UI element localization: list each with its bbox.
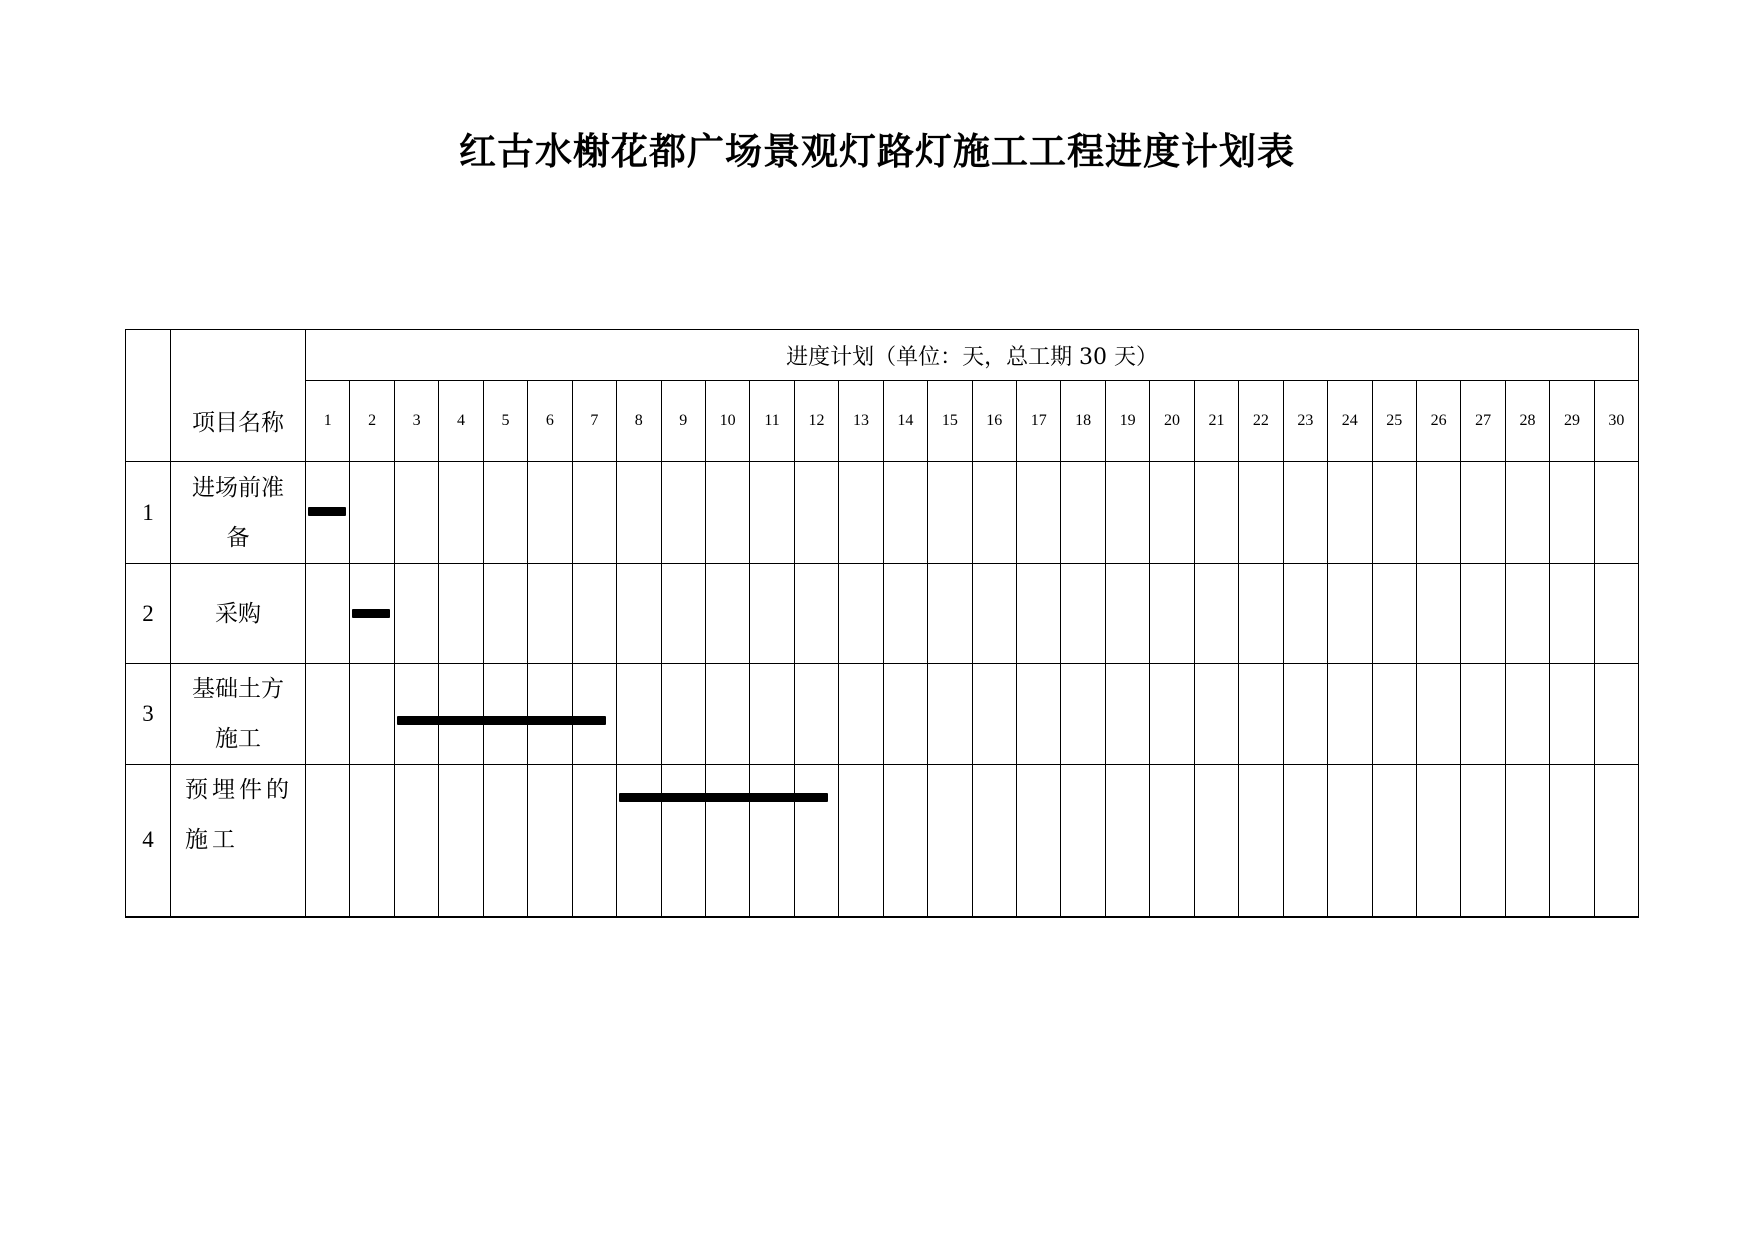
gantt-cell	[306, 564, 350, 664]
gantt-cell	[394, 564, 438, 664]
day-header-cell	[572, 381, 616, 462]
gantt-cell	[1150, 462, 1194, 564]
day-header-cell	[1328, 381, 1372, 462]
gantt-cell	[1105, 765, 1149, 917]
day-number: 18	[1075, 412, 1092, 429]
gantt-cell	[1061, 765, 1105, 917]
gantt-cell	[572, 664, 616, 765]
gantt-cell	[1283, 564, 1327, 664]
gantt-cell	[1194, 462, 1238, 564]
day-header-cell	[1061, 381, 1105, 462]
header-name-label: 项目名称	[192, 410, 284, 436]
gantt-cell	[1372, 564, 1416, 664]
task-name-cell	[171, 765, 306, 917]
header-row-1	[126, 330, 1639, 381]
gantt-cell	[1416, 462, 1460, 564]
day-header-cell	[394, 381, 438, 462]
gantt-cell	[839, 564, 883, 664]
gantt-cell	[750, 765, 794, 917]
gantt-cell	[972, 664, 1016, 765]
gantt-cell	[483, 765, 527, 917]
gantt-cell	[1505, 462, 1549, 564]
day-header-cell	[1283, 381, 1327, 462]
gantt-cell	[1328, 765, 1372, 917]
gantt-cell	[439, 664, 483, 765]
gantt-cell	[1105, 564, 1149, 664]
day-number: 16	[986, 412, 1003, 429]
gantt-cell	[1416, 765, 1460, 917]
gantt-cell	[705, 462, 749, 564]
day-number: 12	[808, 412, 825, 429]
gantt-cell	[439, 462, 483, 564]
gantt-cell	[1372, 664, 1416, 765]
task-bar	[308, 507, 346, 516]
task-row	[126, 765, 1639, 917]
day-header-cell	[1372, 381, 1416, 462]
gantt-cell	[661, 765, 705, 917]
gantt-cell	[1505, 564, 1549, 664]
day-header-cell	[483, 381, 527, 462]
day-header-cell	[1239, 381, 1283, 462]
gantt-cell	[528, 564, 572, 664]
task-name-cell	[171, 462, 306, 564]
gantt-cell	[1061, 664, 1105, 765]
task-name-line1: 采购	[215, 600, 261, 627]
gantt-cell	[572, 765, 616, 917]
gantt-cell	[617, 462, 661, 564]
day-number: 24	[1341, 412, 1358, 429]
gantt-cell	[661, 664, 705, 765]
gantt-cell	[1105, 462, 1149, 564]
task-name-line1: 预埋件的	[185, 777, 293, 803]
gantt-cell	[528, 765, 572, 917]
gantt-cell	[794, 462, 838, 564]
gantt-cell	[1017, 564, 1061, 664]
gantt-cell	[394, 765, 438, 917]
day-number: 21	[1208, 412, 1225, 429]
day-header-cell	[661, 381, 705, 462]
task-name-line2: 施工	[215, 726, 261, 752]
gantt-cell	[705, 564, 749, 664]
gantt-cell	[661, 462, 705, 564]
gantt-cell	[1461, 564, 1505, 664]
schedule-header-cell	[306, 330, 1639, 381]
day-header-cell	[794, 381, 838, 462]
day-header-cell	[1105, 381, 1149, 462]
day-header-cell	[883, 381, 927, 462]
gantt-cell	[1105, 664, 1149, 765]
gantt-cell	[1550, 664, 1594, 765]
day-number: 14	[897, 412, 914, 429]
gantt-cell	[1328, 664, 1372, 765]
gantt-cell	[883, 664, 927, 765]
gantt-cell	[1239, 564, 1283, 664]
gantt-cell	[928, 664, 972, 765]
day-header-cell	[306, 381, 350, 462]
gantt-cell	[350, 564, 394, 664]
gantt-cell	[972, 462, 1016, 564]
day-number: 2	[368, 412, 377, 429]
gantt-cell	[572, 564, 616, 664]
day-header-cell	[1017, 381, 1061, 462]
gantt-cell	[794, 664, 838, 765]
task-number: 3	[126, 664, 171, 765]
gantt-cell	[1594, 462, 1638, 564]
day-header-cell	[528, 381, 572, 462]
gantt-cell	[1283, 664, 1327, 765]
gantt-cell	[928, 765, 972, 917]
gantt-cell	[972, 564, 1016, 664]
day-header-cell	[1461, 381, 1505, 462]
day-header-cell	[617, 381, 661, 462]
day-header-cell	[1550, 381, 1594, 462]
gantt-cell	[617, 765, 661, 917]
day-number: 26	[1430, 412, 1447, 429]
day-number: 8	[634, 412, 643, 429]
gantt-cell	[1194, 564, 1238, 664]
gantt-cell	[528, 462, 572, 564]
gantt-cell	[705, 765, 749, 917]
page-title: 红古水榭花都广场景观灯路灯施工工程进度计划表	[459, 129, 1295, 173]
day-number: 22	[1252, 412, 1269, 429]
gantt-cell	[1550, 564, 1594, 664]
task-number: 4	[126, 765, 171, 917]
task-name-line1: 进场前准	[192, 474, 284, 501]
task-number: 2	[126, 564, 171, 664]
day-header-cell	[1416, 381, 1460, 462]
gantt-cell	[928, 564, 972, 664]
gantt-cell	[750, 664, 794, 765]
day-number: 27	[1475, 412, 1492, 429]
gantt-cell	[794, 765, 838, 917]
gantt-cell	[839, 462, 883, 564]
gantt-cell	[1194, 664, 1238, 765]
schedule-table	[125, 329, 1639, 918]
gantt-cell	[1461, 462, 1505, 564]
day-header-cell	[705, 381, 749, 462]
gantt-cell	[1505, 765, 1549, 917]
gantt-cell	[1239, 664, 1283, 765]
day-number: 28	[1519, 412, 1536, 429]
gantt-cell	[1017, 765, 1061, 917]
gantt-cell	[1283, 765, 1327, 917]
gantt-cell	[883, 564, 927, 664]
gantt-cell	[839, 765, 883, 917]
gantt-cell	[394, 664, 438, 765]
task-row	[126, 462, 1639, 564]
gantt-cell	[1594, 765, 1638, 917]
day-number: 9	[679, 412, 688, 429]
day-header-cell	[1194, 381, 1238, 462]
gantt-cell	[928, 462, 972, 564]
task-bar	[352, 609, 390, 618]
task-number: 1	[126, 462, 171, 564]
gantt-cell	[750, 462, 794, 564]
gantt-cell	[1505, 664, 1549, 765]
gantt-cell	[750, 564, 794, 664]
gantt-cell	[483, 564, 527, 664]
day-number: 13	[852, 412, 869, 429]
gantt-cell	[1283, 462, 1327, 564]
gantt-cell	[1372, 765, 1416, 917]
day-number: 6	[545, 412, 554, 429]
day-header-cell	[439, 381, 483, 462]
day-number: 20	[1164, 412, 1181, 429]
day-number: 1	[323, 412, 332, 429]
gantt-cell	[883, 462, 927, 564]
day-header-cell	[1594, 381, 1638, 462]
day-number: 25	[1386, 412, 1403, 429]
gantt-cell	[306, 462, 350, 564]
gantt-cell	[1594, 664, 1638, 765]
schedule-header-label: 进度计划（单位：天，总工期 30 天）	[786, 344, 1159, 370]
gantt-cell	[1239, 462, 1283, 564]
day-header-cell	[750, 381, 794, 462]
gantt-cell	[1150, 564, 1194, 664]
gantt-cell	[1416, 664, 1460, 765]
day-header-cell	[1505, 381, 1549, 462]
gantt-cell	[661, 564, 705, 664]
day-header-cell	[1150, 381, 1194, 462]
day-number: 15	[941, 412, 958, 429]
header-number-cell	[126, 330, 171, 462]
gantt-cell	[1416, 564, 1460, 664]
gantt-cell	[617, 664, 661, 765]
gantt-cell	[972, 765, 1016, 917]
gantt-cell	[1461, 765, 1505, 917]
day-number: 17	[1030, 412, 1047, 429]
gantt-cell	[1194, 765, 1238, 917]
gantt-cell	[483, 462, 527, 564]
day-header-cell	[928, 381, 972, 462]
gantt-cell	[1328, 564, 1372, 664]
gantt-cell	[1328, 462, 1372, 564]
gantt-cell	[1061, 564, 1105, 664]
gantt-cell	[306, 664, 350, 765]
day-number: 3	[412, 412, 421, 429]
gantt-cell	[617, 564, 661, 664]
day-number: 19	[1119, 412, 1136, 429]
gantt-cell	[1150, 664, 1194, 765]
task-name-line1: 基础土方	[192, 676, 284, 702]
gantt-cell	[1550, 765, 1594, 917]
day-number: 4	[457, 412, 466, 429]
gantt-cell	[572, 462, 616, 564]
gantt-cell	[1061, 462, 1105, 564]
day-number: 7	[590, 412, 599, 429]
day-number: 5	[501, 412, 510, 429]
header-row-days	[126, 381, 1639, 462]
gantt-cell	[839, 664, 883, 765]
gantt-cell	[1594, 564, 1638, 664]
gantt-cell	[794, 564, 838, 664]
gantt-cell	[439, 564, 483, 664]
gantt-cell	[1150, 765, 1194, 917]
header-name-cell	[171, 330, 306, 462]
task-name-line2: 备	[226, 524, 250, 551]
task-row	[126, 564, 1639, 664]
task-name-cell	[171, 564, 306, 664]
task-name-line2: 施工	[185, 827, 239, 853]
gantt-cell	[394, 462, 438, 564]
gantt-cell	[483, 664, 527, 765]
day-number: 10	[719, 412, 736, 429]
gantt-cell	[306, 765, 350, 917]
gantt-cell	[350, 664, 394, 765]
day-header-cell	[350, 381, 394, 462]
gantt-cell	[1372, 462, 1416, 564]
gantt-cell	[883, 765, 927, 917]
gantt-cell	[1017, 462, 1061, 564]
gantt-cell	[1550, 462, 1594, 564]
gantt-cell	[350, 765, 394, 917]
gantt-cell	[705, 664, 749, 765]
gantt-cell	[1461, 664, 1505, 765]
gantt-cell	[439, 765, 483, 917]
task-name-cell	[171, 664, 306, 765]
gantt-cell	[350, 462, 394, 564]
task-row	[126, 664, 1639, 765]
gantt-cell	[1239, 765, 1283, 917]
day-header-cell	[972, 381, 1016, 462]
day-number: 23	[1297, 412, 1314, 429]
day-header-cell	[839, 381, 883, 462]
day-number: 30	[1608, 412, 1625, 429]
day-number: 11	[764, 412, 780, 429]
gantt-cell	[1017, 664, 1061, 765]
day-number: 29	[1563, 412, 1580, 429]
gantt-cell	[528, 664, 572, 765]
